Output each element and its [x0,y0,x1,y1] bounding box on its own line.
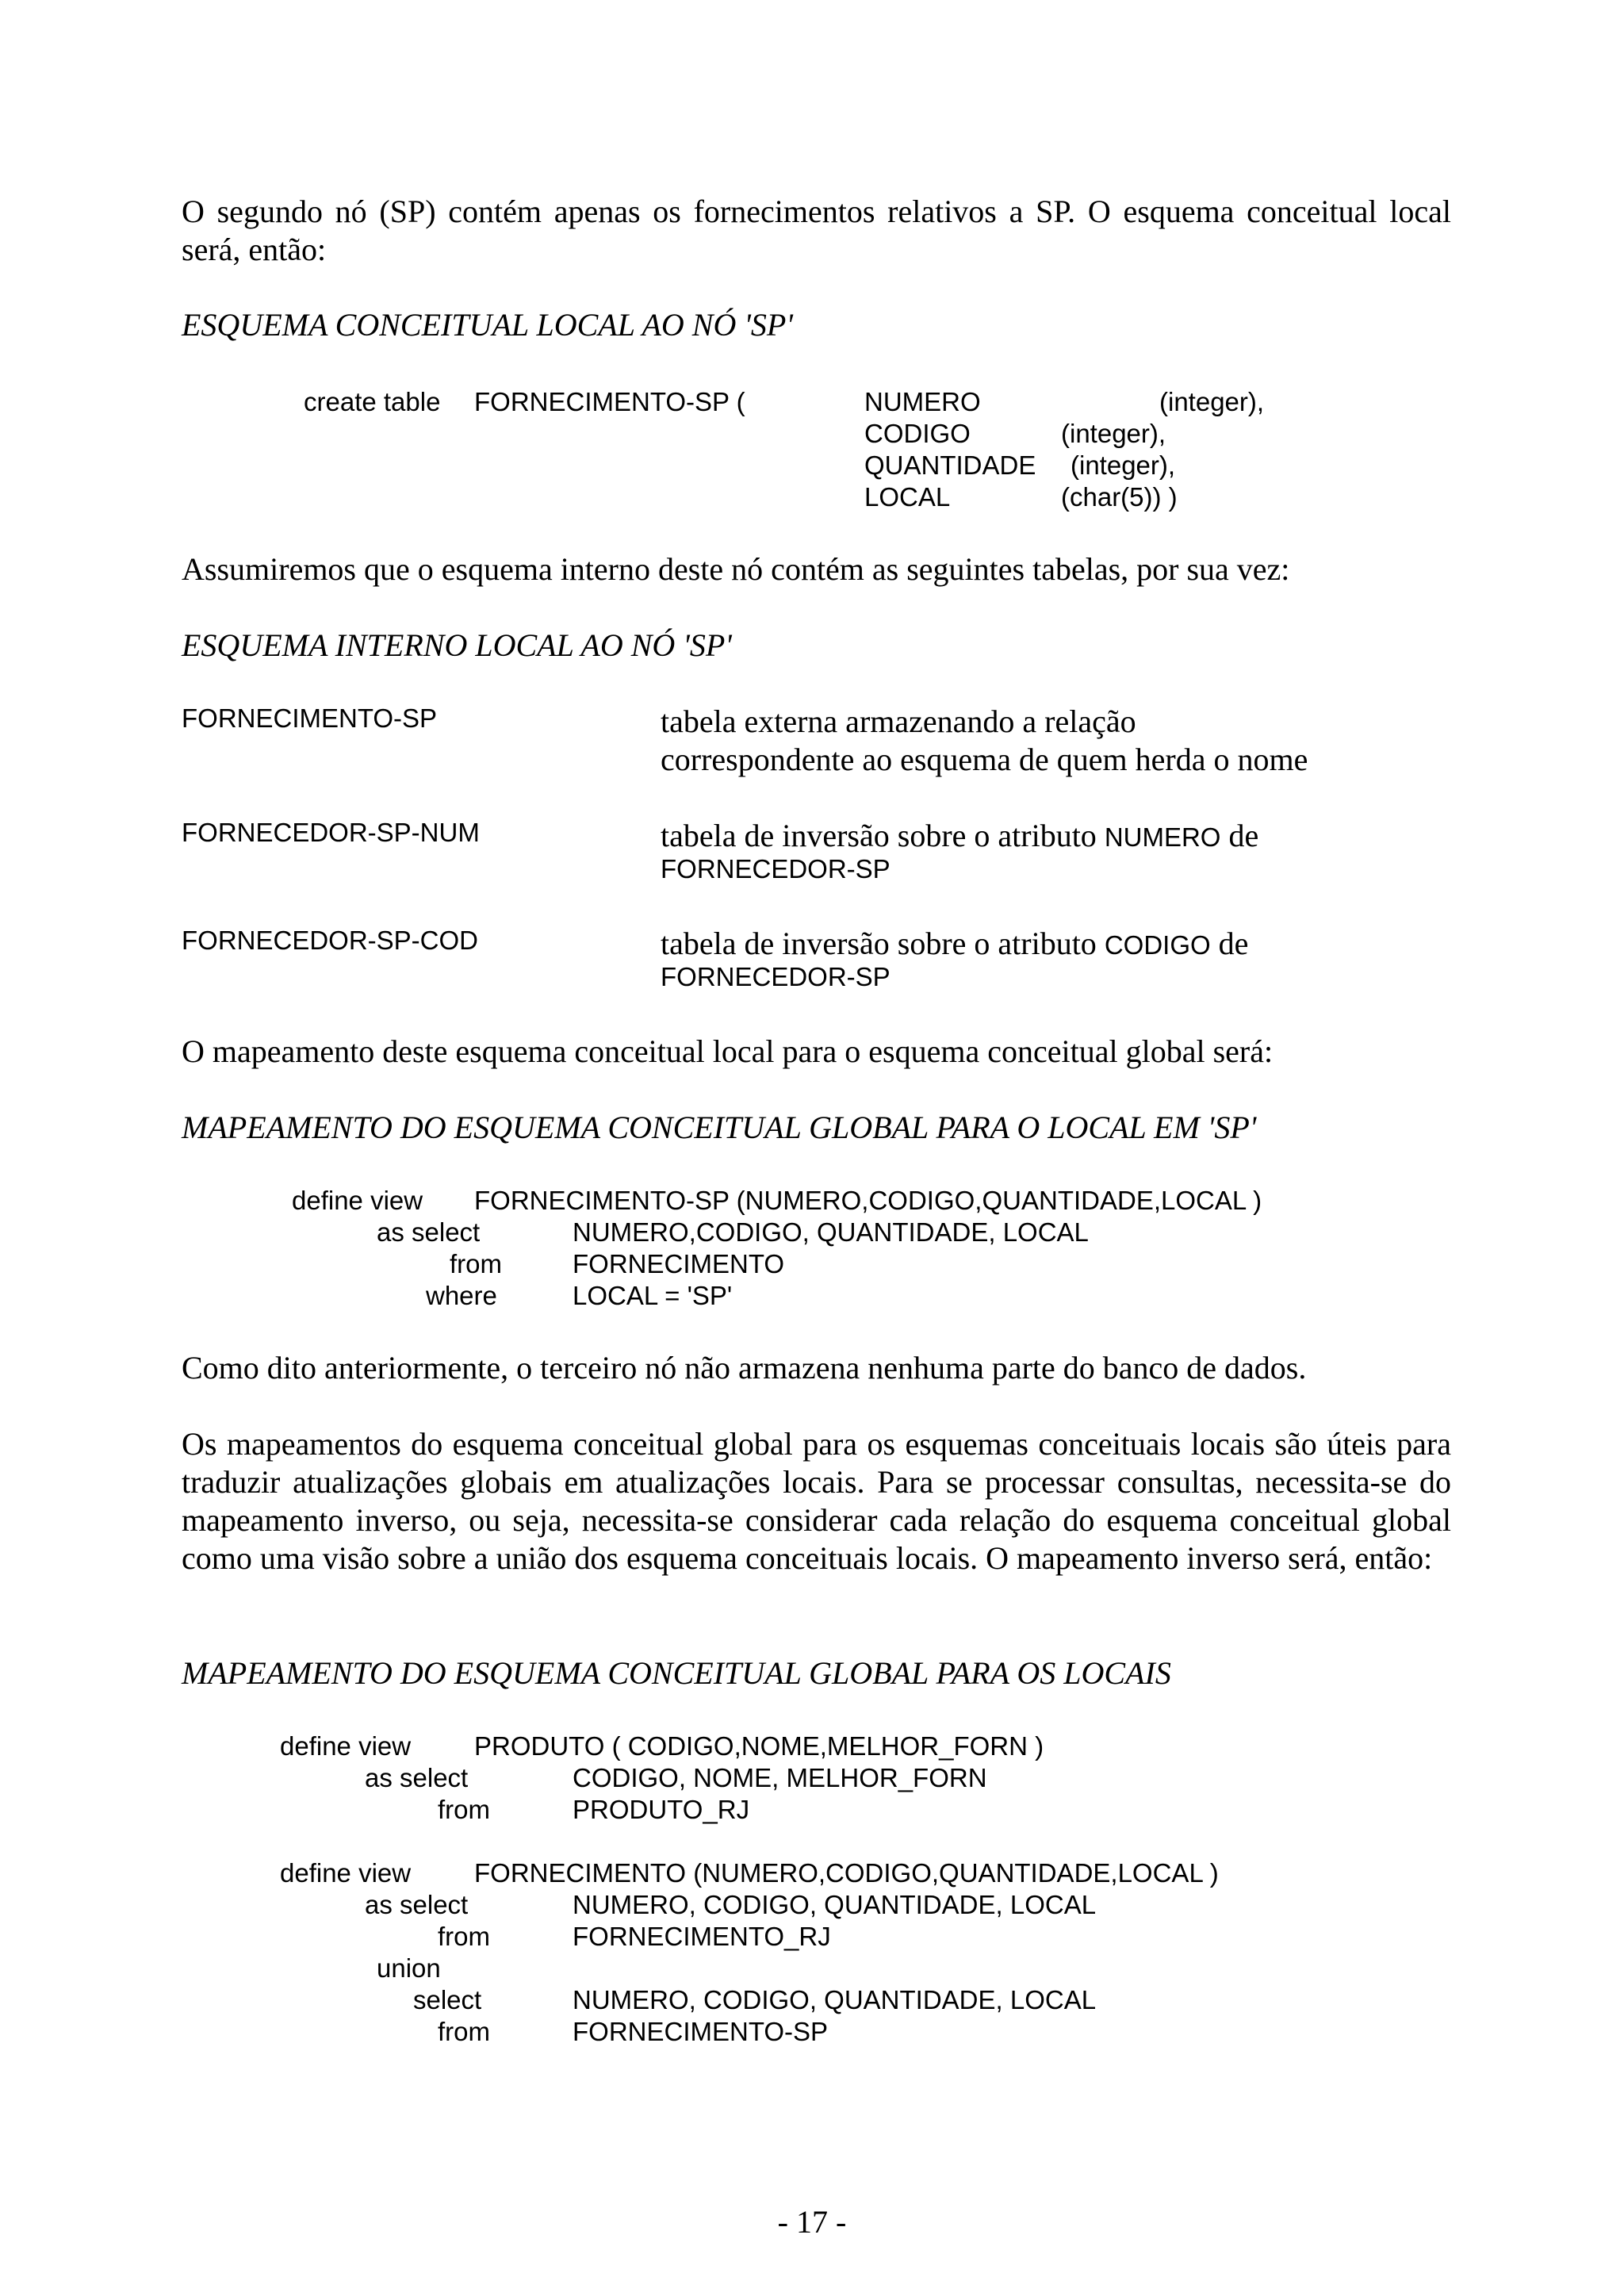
where-keyword: where [426,1281,497,1310]
from-keyword: from [438,2017,490,2046]
define-view-keyword: define view [280,1731,412,1761]
select-value: NUMERO, CODIGO, QUANTIDADE, LOCAL [573,1890,1097,1919]
create-table-keyword: create table [304,387,441,416]
select-value: NUMERO, CODIGO, QUANTIDADE, LOCAL [573,1985,1097,2014]
from-value: FORNECIMENTO_RJ [573,1922,831,1951]
description-text: tabela de inversão sobre o atributo [661,818,1105,853]
select-keyword: as select [377,1217,481,1247]
heading-local-schema: ESQUEMA CONCEITUAL LOCAL AO NÓ 'SP' [182,307,793,343]
define-view-keyword: define view [280,1858,412,1888]
table-description [661,925,1248,964]
table-name: FORNECIMENTO-SP [182,703,438,733]
column-type: (integer), [1071,450,1176,480]
from-keyword: from [438,1795,490,1824]
heading-mapping-global: MAPEAMENTO DO ESQUEMA CONCEITUAL GLOBAL PARA OS LOCAIS [182,1655,1171,1691]
select-keyword: as select [365,1763,469,1792]
page-number: - 17 - [777,2204,847,2240]
description-text: de [1210,926,1249,961]
mapping-intro: O mapeamento deste esquema conceitual local para o esquema conceitual global será: [182,1033,1274,1069]
intro-paragraph: O segundo nó (SP) contém apenas os fornecimentos relativos a SP. O esquema conceitual local será, então: [182,194,1451,267]
table-description: FORNECEDOR-SP [661,962,891,991]
column-type: (integer), [1061,419,1166,448]
attribute-name: CODIGO [1104,930,1211,960]
column-name: CODIGO [864,419,971,448]
description-text: tabela de inversão sobre o atributo [661,926,1105,961]
union-keyword: union [377,1953,441,1983]
table-description: correspondente ao esquema de quem herda o nome [661,742,1308,777]
select-keyword: as select [365,1890,469,1919]
from-value: PRODUTO_RJ [573,1795,750,1824]
attribute-name: NUMERO [1104,822,1221,852]
table-name: FORNECEDOR-SP-COD [182,926,479,955]
where-value: LOCAL = 'SP' [573,1281,733,1310]
table-description: FORNECEDOR-SP [661,854,891,884]
heading-mapping-sp: MAPEAMENTO DO ESQUEMA CONCEITUAL GLOBAL PARA O LOCAL EM 'SP' [182,1110,1257,1145]
define-view-value: PRODUTO ( CODIGO,NOME,MELHOR_FORN ) [474,1731,1044,1761]
define-view-value: FORNECIMENTO-SP (NUMERO,CODIGO,QUANTIDADE,LOCAL ) [474,1186,1262,1215]
table-name: FORNECEDOR-SP-NUM [182,818,480,847]
third-node-paragraph: Como dito anteriormente, o terceiro nó não armazena nenhuma parte do banco de dados. [182,1350,1307,1386]
description-text: de [1220,818,1259,853]
heading-internal-schema: ESQUEMA INTERNO LOCAL AO NÓ 'SP' [182,627,732,663]
internal-intro: Assumiremos que o esquema interno deste nó contém as seguintes tabelas, por sua vez: [182,551,1290,587]
from-keyword: from [438,1922,490,1951]
from-keyword: from [450,1249,502,1278]
select-value: CODIGO, NOME, MELHOR_FORN [573,1763,987,1792]
column-type: (char(5)) ) [1061,482,1178,512]
column-type: (integer), [1159,387,1265,416]
table-description [661,817,1258,857]
define-view-keyword: define view [292,1186,423,1215]
define-view-value: FORNECIMENTO (NUMERO,CODIGO,QUANTIDADE,LOCAL ) [474,1858,1219,1888]
column-name: LOCAL [864,482,951,512]
table-description: tabela externa armazenando a relação [661,703,1136,739]
inverse-mapping-paragraph: Os mapeamentos do esquema conceitual global para os esquemas conceituais locais são úteis para traduzir atualizações globais em atualizações locais. Para se processar consultas, necessita-se do mapeamento inverso, ou seja, necessita-se considerar cada relação do esquema conceitual global como uma visão sobre a união dos esquema conceituais locais. O mapeamento inverso será, então: [182,1426,1451,1576]
select-keyword: select [413,1985,482,2014]
column-name: NUMERO [864,387,981,416]
from-value: FORNECIMENTO [573,1249,785,1278]
from-value: FORNECIMENTO-SP [573,2017,829,2046]
create-table-name: FORNECIMENTO-SP ( [474,387,745,416]
column-name: QUANTIDADE [864,450,1036,480]
select-value: NUMERO,CODIGO, QUANTIDADE, LOCAL [573,1217,1089,1247]
